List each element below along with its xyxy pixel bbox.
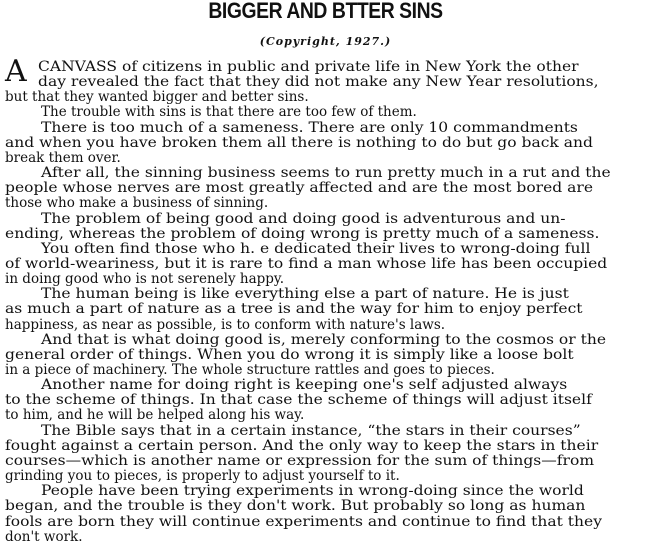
text-line: break them over. — [5, 149, 121, 166]
text-line: to him, and he will be helped along his way. — [5, 407, 305, 424]
text-line: The trouble with sins is that there are too few of them. — [41, 104, 417, 121]
text-line: those who make a business of sinning. — [5, 195, 269, 212]
text-line: but that they wanted bigger and better sins. — [5, 89, 309, 106]
text-line: happiness, as near as possible, is to conform with nature's laws. — [5, 316, 446, 333]
text-line: After all, the sinning business seems to run pretty much in a rut and the — [41, 165, 611, 182]
text-line: began, and the trouble is they don't work. But probably so long as human — [5, 498, 586, 515]
text-line: You often find those who h. e dedicated their lives to wrong-doing full — [41, 240, 591, 257]
text-line: people whose nerves are most greatly affected and are the most bored are — [5, 180, 594, 197]
text-line: The problem of being good and doing good is adventurous and un- — [41, 210, 566, 227]
copyright-line: (Copyright, 1927.) — [259, 35, 392, 48]
text-line: general order of things. When you do wrong it is simply like a loose bolt — [5, 346, 574, 363]
text-line: to the scheme of things. In that case the scheme of things will adjust itself — [5, 392, 592, 409]
text-line: fools are born they will continue experiments and continue to find that they — [5, 513, 602, 530]
text-line: There is too much of a sameness. There are only 10 commandments — [41, 119, 578, 136]
text-line: don't work. — [5, 528, 83, 545]
text-line: People have been trying experiments in wrong-doing since the world — [41, 483, 584, 500]
text-line: day revealed the fact that they did not make any New Year resolutions, — [38, 74, 599, 91]
text-line: And that is what doing good is, merely conforming to the cosmos or the — [41, 331, 607, 348]
text-line: fought against a certain person. And the only way to keep the stars in their — [5, 437, 599, 454]
text-line: in a piece of machinery. The whole structure rattles and goes to pieces. — [5, 362, 495, 378]
text-line: ending, whereas the problem of doing wrong is pretty much of a sameness. — [5, 225, 600, 242]
text-line: as much a part of nature as a tree is and the way for him to enjoy perfect — [5, 301, 583, 318]
article-headline: BIGGER AND BTTER SINS — [208, 0, 443, 23]
text-line: grinding you to pieces, is properly to adjust yourself to it. — [5, 468, 400, 485]
text-line: courses—which is another name or expression for the sum of things—from — [5, 452, 595, 469]
text-line: of world-weariness, but it is rare to find a man whose life has been occupied — [5, 255, 608, 272]
text-line: Another name for doing right is keeping one's self adjusted always — [41, 377, 568, 394]
text-line: The human being is like everything else a part of nature. He is just — [41, 286, 569, 303]
text-line: CANVASS of citizens in public and private life in New York the other — [38, 59, 579, 75]
drop-cap: A — [5, 54, 27, 89]
text-line: and when you have broken them all there is nothing to do but go back and — [5, 134, 593, 151]
text-line: The Bible says that in a certain instance, “the stars in their courses” — [41, 422, 581, 439]
text-line: in doing good who is not serenely happy. — [5, 271, 285, 288]
